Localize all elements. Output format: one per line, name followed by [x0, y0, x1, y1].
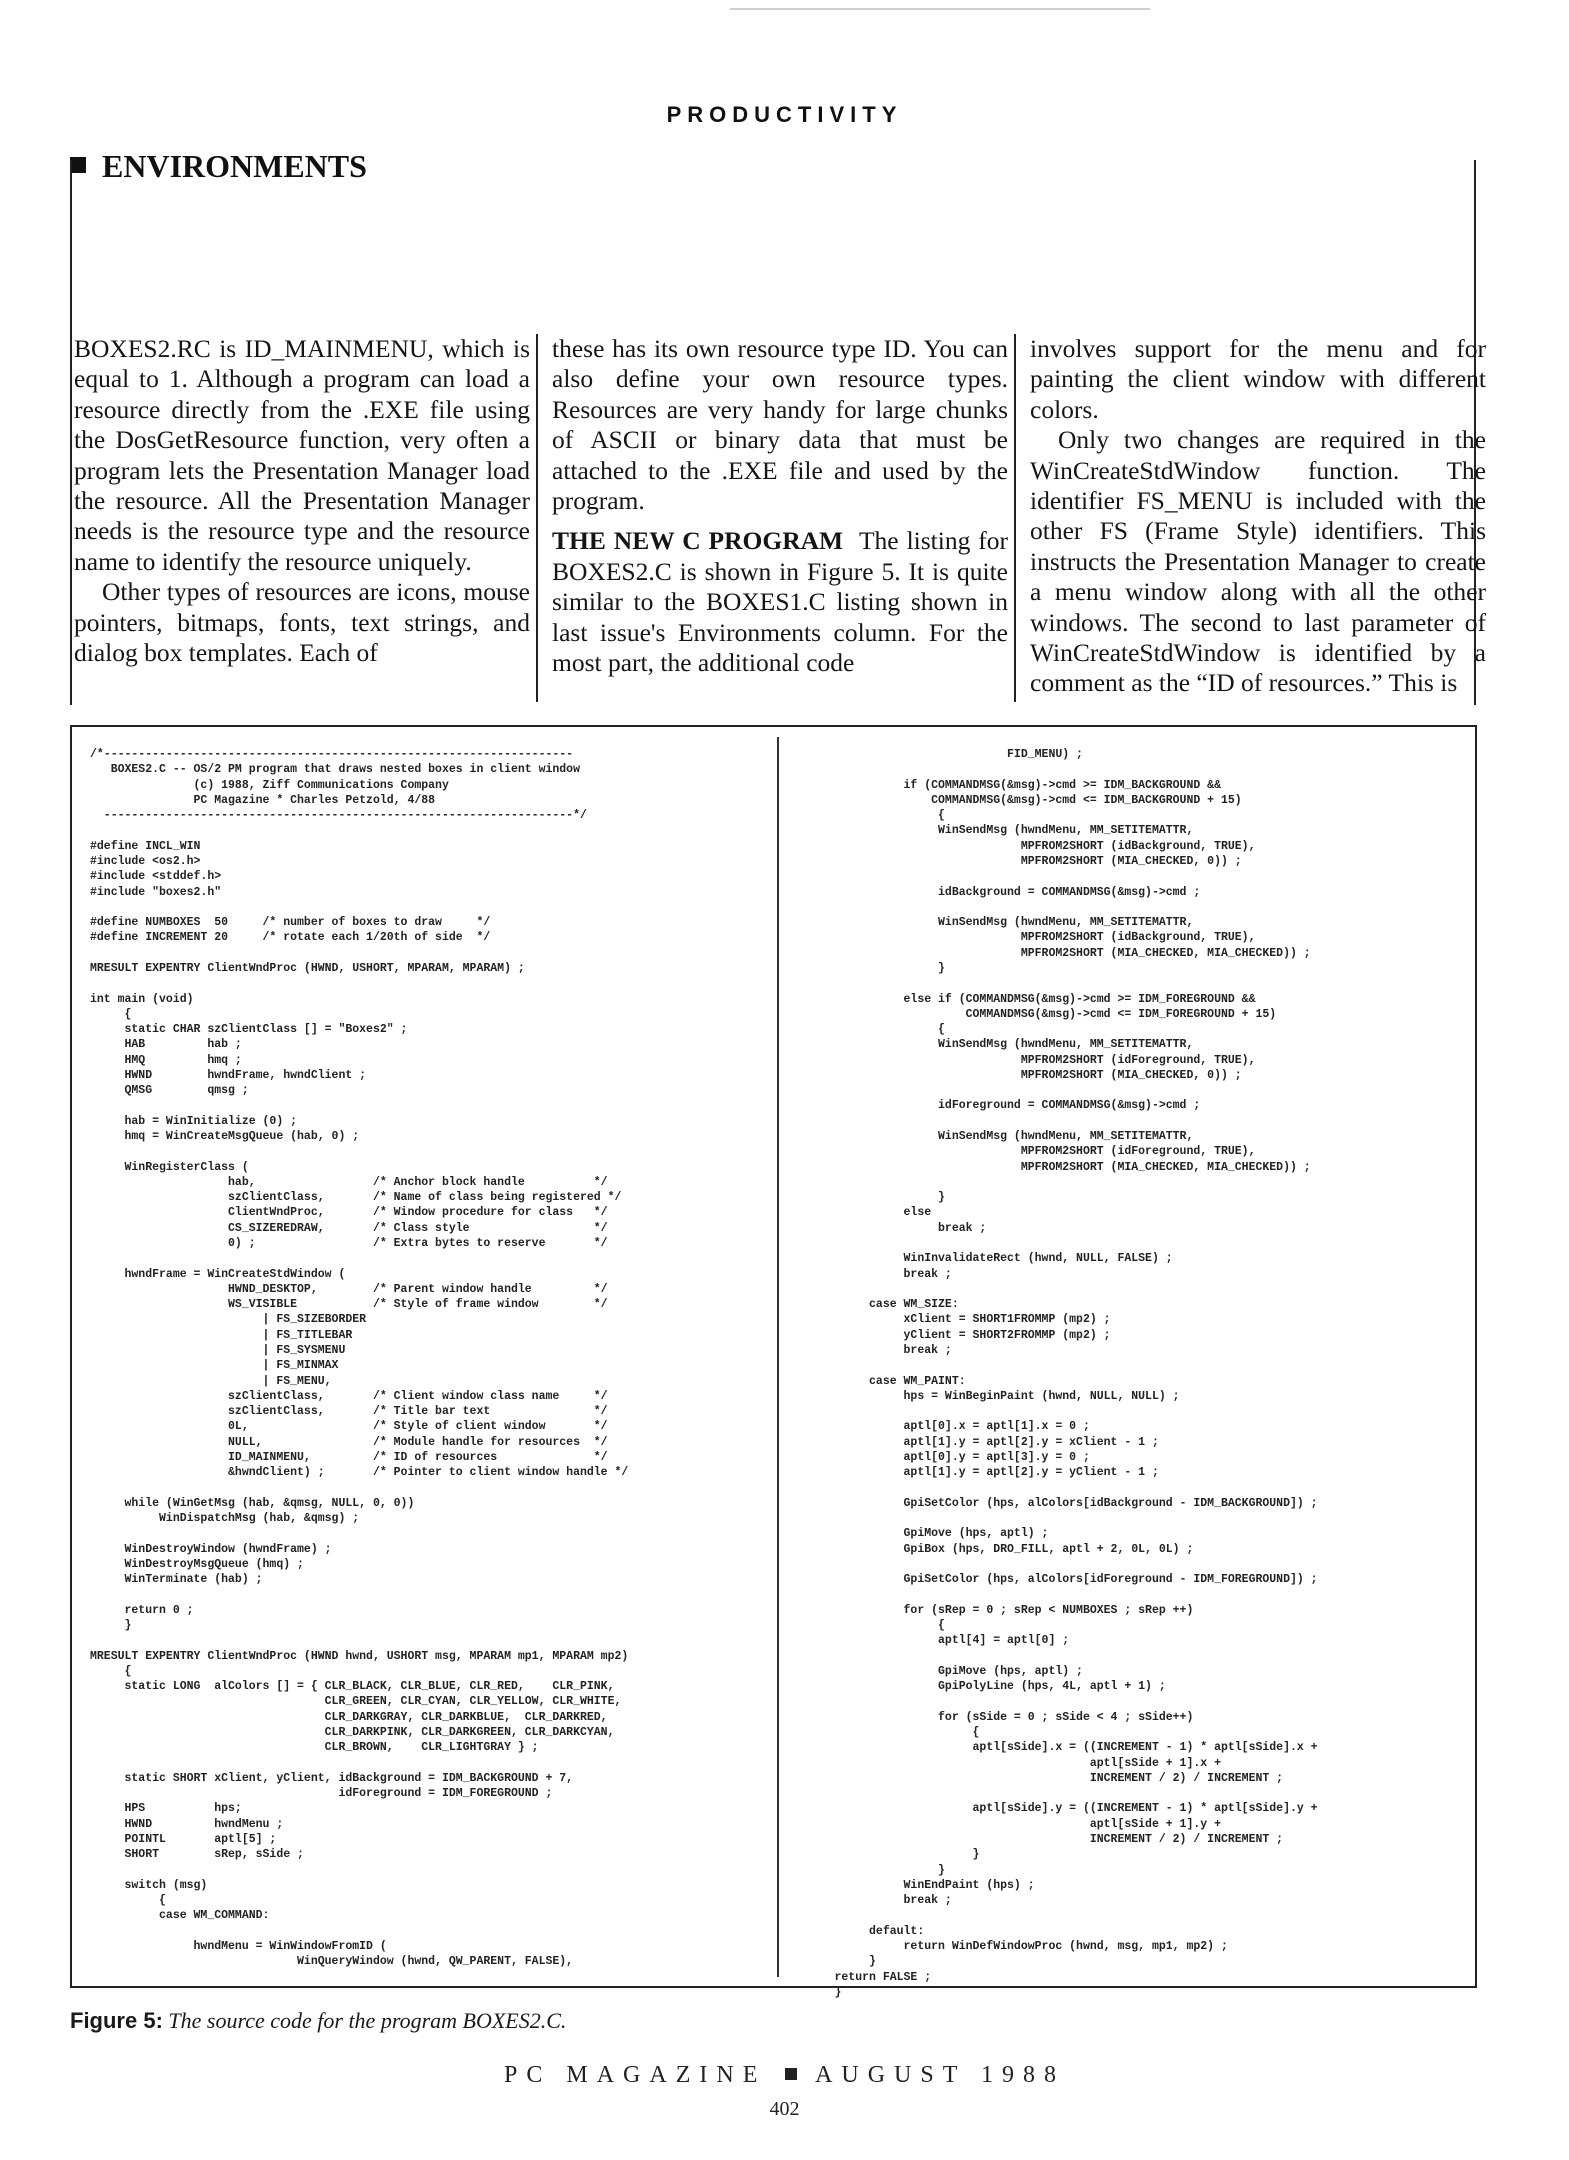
paragraph: Only two changes are required in the WinCreateStdWindow function. The identifier FS_MENU is included with the other FS (Frame Style) identifiers. This instructs the Presentation Manager to create a menu window along with all the other windows. The second to last parameter of WinCreateStdWindow is identified by a comment as the “ID of resources.” This is [1030, 425, 1486, 698]
paragraph [552, 526, 1008, 678]
issue-date: AUGUST 1988 [815, 2062, 1065, 2088]
subhead-runin: THE NEW C PROGRAM [552, 526, 844, 556]
paragraph: BOXES2.RC is ID_MAINMENU, which is equal to 1. Although a program can load a resource directly from the .EXE file using the DosGetResource function, very often a program lets the Presentation Manager load the resource. All the Presentation Manager needs is the resource type and the resource name to identify the resource uniquely. [74, 334, 530, 576]
paragraph: Other types of resources are icons, mouse pointers, bitmaps, fonts, text strings, and dialog box templates. Each of [74, 577, 530, 668]
left-margin-rule [70, 160, 72, 705]
page-footer [0, 2062, 1569, 2089]
department-label: ENVIRONMENTS [102, 148, 367, 184]
bullet-square-icon [70, 157, 86, 173]
footer-square-icon [785, 2068, 797, 2080]
caption-label: Figure 5: [70, 2008, 163, 2033]
magazine-name: PC MAGAZINE [504, 2062, 767, 2088]
scan-top-line [730, 8, 1150, 10]
code-listing-figure [70, 725, 1477, 1999]
code-listing-right: FID_MENU) ; if (COMMANDMSG(&msg)->cmd >= IDM_BACKGROUND && COMMANDMSG(&msg)->cmd <= IDM_BACKGROUND + 15) { WinSendMsg (hwndMenu, MM_SETITEMATTR, MPFROM2SHORT (idBackground, TRUE), MPFROM2SHORT (MIA_CHECKED, 0)) ; idBackground = COMMANDMSG(&msg)->cmd ; WinSendMsg (hwndMenu, MM_SETITEMATTR, MPFROM2SHORT (idBackground, TRUE), MPFROM2SHORT (MIA_CHECKED, MIA_CHECKED)) ; } else if (COMMANDMSG(&msg)->cmd >= IDM_FOREGROUND && COMMANDMSG(&msg)->cmd <= IDM_FOREGROUND + 15) { WinSendMsg (hwndMenu, MM_SETITEMATTR, MPFROM2SHORT (idForeground, TRUE), MPFROM2SHORT (MIA_CHECKED, 0)) ; idForeground = COMMANDMSG(&msg)->cmd ; WinSendMsg (hwndMenu, MM_SETITEMATTR, MPFROM2SHORT (idForeground, TRUE), MPFROM2SHORT (MIA_CHECKED, MIA_CHECKED)) ; } else break ; WinInvalidateRect (hwnd, NULL, FALSE) ; break ; case WM_SIZE: xClient = SHORT1FROMMP (mp2) ; yClient = SHORT2FROMMP (mp2) ; break ; case WM_PAINT: hps = WinBeginPaint (hwnd, NULL, NULL) ; aptl[0].x = aptl[1].x = 0 ; aptl[1].y = aptl[2].y = xClient - 1 ; aptl[0].y = aptl[3].y = 0 ; aptl[1].y = aptl[2].y = yClient - 1 ; GpiSetColor (hps, alColors[idBackground - IDM_BACKGROUND]) ; GpiMove (hps, aptl) ; GpiBox (hps, DRO_FILL, aptl + 2, 0L, 0L) ; GpiSetColor (hps, alColors[idForeground - IDM_FOREGROUND]) ; for (sRep = 0 ; sRep < NUMBOXES ; sRep ++) { aptl[4] = aptl[0] ; GpiMove (hps, aptl) ; GpiPolyLine (hps, 4L, aptl + 1) ; for (sSide = 0 ; sSide < 4 ; sSide++) { aptl[sSide].x = ((INCREMENT - 1) * aptl[sSide].x + aptl[sSide + 1].x + INCREMENT / 2) / INCREMENT ; aptl[sSide].y = ((INCREMENT - 1) * aptl[sSide].y + aptl[sSide + 1].y + INCREMENT / 2) / INCREMENT ; } } WinEndPaint (hps) ; break ; default: return WinDefWindowProc (hwnd, msg, mp1, mp2) ; } return FALSE ; } [834, 748, 1318, 1999]
column-rule-2 [1014, 334, 1016, 702]
paragraph: involves support for the menu and for painting the client window with different colors. [1030, 334, 1486, 424]
department-heading [70, 148, 367, 185]
text-column-2 [552, 334, 1008, 678]
text-column-3 [1030, 334, 1486, 699]
text-column-1 [74, 334, 530, 668]
listing-divider [777, 737, 779, 1977]
column-rule-1 [536, 334, 538, 702]
code-listing-left: /*-------------------------------------------------------------------- BOXES2.C -- OS/2 PM program that draws nested boxes in client window (c) 1988, Ziff Communications Company PC Magazine * Charles Petzold, 4/88 --------------------------------------------------------------------*/ #define INCL_WIN #include <os2.h> #include <stddef.h> #include "boxes2.h" #define NUMBOXES 50 /* number of boxes to draw */ #define INCREMENT 20 /* rotate each 1/20th of side */ MRESULT EXPENTRY ClientWndProc (HWND, USHORT, MPARAM, MPARAM) ; int main (void) { static CHAR szClientClass [] = "Boxes2" ; HAB hab ; HMQ hmq ; HWND hwndFrame, hwndClient ; QMSG qmsg ; hab = WinInitialize (0) ; hmq = WinCreateMsgQueue (hab, 0) ; WinRegisterClass ( hab, /* Anchor block handle */ szClientClass, /* Name of class being registered */ ClientWndProc, /* Window procedure for class */ CS_SIZEREDRAW, /* Class style */ 0) ; /* Extra bytes to reserve */ hwndFrame = WinCreateStdWindow ( HWND_DESKTOP, /* Parent window handle */ WS_VISIBLE /* Style of frame window */ | FS_SIZEBORDER | FS_TITLEBAR | FS_SYSMENU | FS_MINMAX | FS_MENU, szClientClass, /* Client window class name */ szClientClass, /* Title bar text */ 0L, /* Style of client window */ NULL, /* Module handle for resources */ ID_MAINMENU, /* ID of resources */ &hwndClient) ; /* Pointer to client window handle */ while (WinGetMsg (hab, &qmsg, NULL, 0, 0)) WinDispatchMsg (hab, &qmsg) ; WinDestroyWindow (hwndFrame) ; WinDestroyMsgQueue (hmq) ; WinTerminate (hab) ; return 0 ; } MRESULT EXPENTRY ClientWndProc (HWND hwnd, USHORT msg, MPARAM mp1, MPARAM mp2) { static LONG alColors [] = { CLR_BLACK, CLR_BLUE, CLR_RED, CLR_PINK, CLR_GREEN, CLR_CYAN, CLR_YELLOW, CLR_WHITE, CLR_DARKGRAY, CLR_DARKBLUE, CLR_DARKRED, CLR_DARKPINK, CLR_DARKGREEN, CLR_DARKCYAN, CLR_BROWN, CLR_LIGHTGRAY } ; static SHORT xClient, yClient, idBackground = IDM_BACKGROUND + 7, idForeground = IDM_FOREGROUND ; HPS hps; HWND hwndMenu ; POINTL aptl[5] ; SHORT sRep, sSide ; switch (msg) { case WM_COMMAND: hwndMenu = WinWindowFromID ( WinQueryWindow (hwnd, QW_PARENT, FALSE), [90, 748, 629, 1969]
section-title: PRODUCTIVITY [666, 102, 903, 127]
figure-caption [70, 2008, 566, 2034]
paragraph: these has its own resource type ID. You can also define your own resource types. Resources are very handy for large chunks of ASCII or binary data that must be attached to the .EXE file and used by the program. [552, 334, 1008, 516]
page-number: 402 [769, 2098, 800, 2120]
caption-text: The source code for the program BOXES2.C. [168, 2008, 567, 2033]
paragraph-body: The listing for BOXES2.C is shown in Figure 5. It is quite similar to the BOXES1.C listing shown in last issue's Environments column. For the most part, the additional code [552, 526, 1008, 678]
